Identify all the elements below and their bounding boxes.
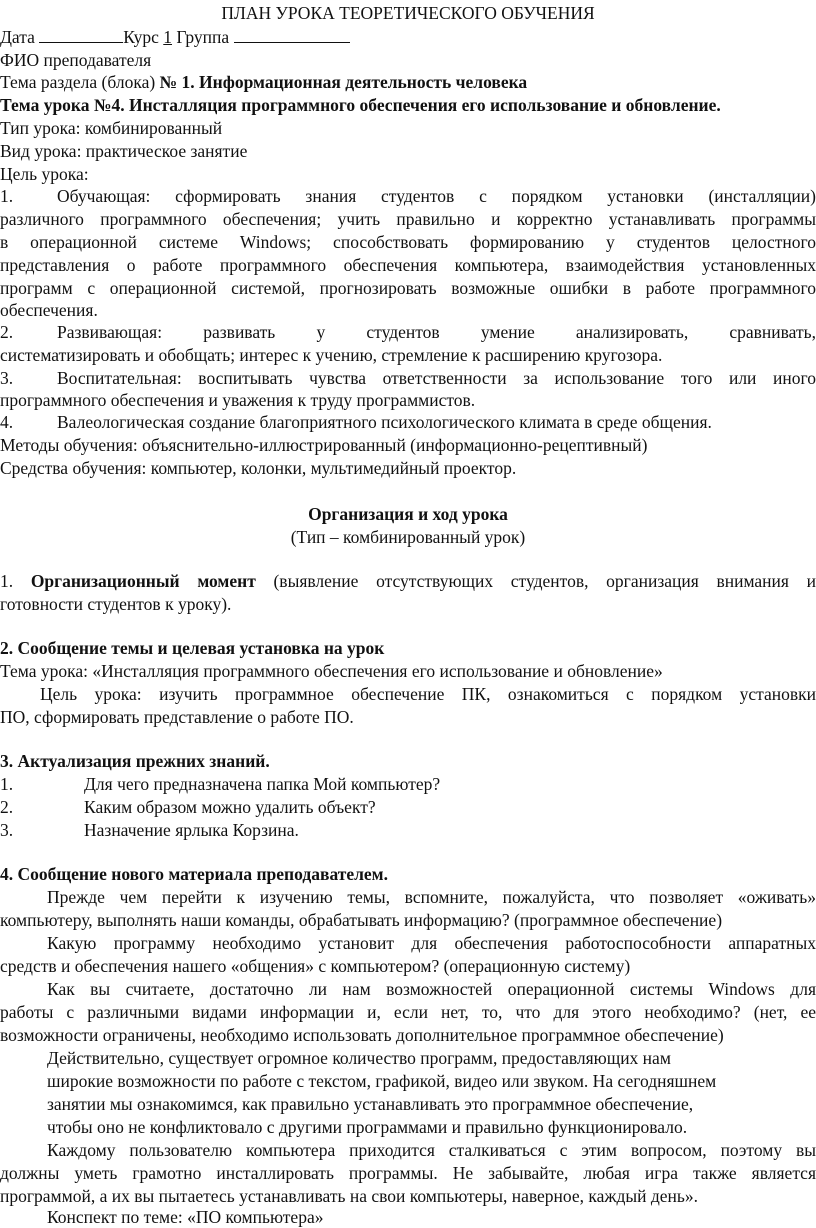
question-text: Для чего предназначена папка Мой компьютер? (84, 774, 441, 794)
goal-1-line: программ с операционной системой, прогнозировать возможные ошибки в работе программного (0, 278, 816, 298)
goal-4-text: Валеологическая создание благоприятного психологического климата в среде общения. (57, 412, 712, 432)
section-title: Информационная деятельность человека (199, 72, 528, 92)
step-4-heading: 4. Сообщение нового материала преподавателем. (0, 864, 388, 884)
step-2-topic: Тема урока: «Инсталляция программного обеспечения его использование и обновление» (0, 661, 663, 681)
question-number: 3. (0, 820, 14, 840)
step-1-heading: Организационный момент (30, 571, 256, 591)
lesson-topic: Тема урока №4. Инсталляция программного обеспечения его использование и обновление. (0, 95, 721, 115)
group-label: Группа (176, 27, 230, 47)
step-2-goal-line: Цель урока: изучить программное обеспечение ПК, ознакомиться с порядком установки (40, 684, 816, 704)
goal-2-number: 2. (0, 322, 14, 342)
question-text: Каким образом можно удалить объект? (84, 797, 376, 817)
goal-3-number: 3. (0, 368, 14, 388)
goal-1-line: различного программного обеспечения; учить правильно и корректно устанавливать программы (0, 209, 816, 229)
date-label: Дата (0, 27, 35, 47)
goal-1-line: в операционной системе Windows; способствовать формированию у студентов целостного (0, 232, 816, 252)
paragraph-line: Как вы считаете, достаточно ли нам возможностей операционной системы Windows для (47, 979, 816, 999)
section-number: № 1. (159, 72, 195, 92)
step-2-goal-line: ПО, сформировать представление о работе ПО. (0, 707, 354, 727)
summary-line: Конспект по теме: «ПО компьютера» (47, 1207, 324, 1227)
course-value: 1 (163, 27, 173, 47)
step-1-second-line: готовности студентов к уроку). (0, 594, 232, 614)
step-3-heading: 3. Актуализация прежних знаний. (0, 751, 270, 771)
paragraph-line: Какую программу необходимо установит для обеспечения работоспособности аппаратных (47, 933, 816, 953)
paragraph-line: Действительно, существует огромное количество программ, предоставляющих нам (47, 1048, 671, 1068)
paragraph-line: компьютеру, выполнять наши команды, обрабатывать информацию? (программное обеспечение) (0, 910, 723, 930)
question-number: 1. (0, 774, 14, 794)
date-blank (39, 26, 123, 43)
lesson-kind: Вид урока: практическое занятие (0, 141, 248, 161)
step-1-text: (выявление отсутствующих студентов, организация внимания и (255, 571, 816, 591)
goal-2-text: Развивающая: развивать у студентов умение анализировать, сравнивать, (57, 322, 816, 342)
goal-1-text: Обучающая: сформировать знания студентов с порядком установки (инсталляции) (57, 186, 816, 206)
step-1-first-line (0, 570, 816, 592)
goal-3-last-line: программного обеспечения и уважения к труду программистов. (0, 390, 476, 410)
goal-4-number: 4. (0, 412, 14, 432)
paragraph-line: должны уметь грамотно инсталлировать программы. Не забывайте, любая игра также является (0, 1163, 816, 1183)
step-2-heading: 2. Сообщение темы и целевая установка на урок (0, 638, 385, 658)
teacher-label: ФИО преподавателя (0, 50, 152, 70)
section-line (0, 71, 816, 93)
question-text: Назначение ярлыка Корзина. (84, 820, 299, 840)
goal-3-text: Воспитательная: воспитывать чувства ответственности за использование того или иного (57, 368, 816, 388)
course-label: Курс (123, 27, 159, 47)
goal-label: Цель урока: (0, 164, 89, 184)
step-1-number: 1. (0, 571, 14, 591)
organization-subheading: (Тип – комбинированный урок) (290, 527, 526, 547)
teaching-methods: Методы обучения: объяснительно-иллюстрированный (информационно-рецептивный) (0, 435, 648, 455)
paragraph-line: работы с различными видами информации и, если нет, то, что для этого необходимо? (нет, ее (0, 1002, 816, 1022)
paragraph-line: Каждому пользователю компьютера приходится сталкиваться с этим вопросом, поэтому вы (47, 1140, 816, 1160)
goal-2-last-line: систематизировать и обобщать; интерес к учению, стремление к расширению кругозора. (0, 345, 663, 365)
paragraph-line: занятии мы ознакомимся, как правильно устанавливать это программное обеспечение, (47, 1094, 694, 1114)
paragraph-line: возможности ограничены, необходимо использовать дополнительное программное обеспечение) (0, 1025, 724, 1045)
paragraph-line: средств и обеспечения нашего «общения» с компьютером? (операционную систему) (0, 956, 631, 976)
group-blank (234, 26, 350, 43)
goal-1-line: представления о работе программного обеспечения компьютера, взаимодействия установленных (0, 255, 816, 275)
question-number: 2. (0, 797, 14, 817)
goal-1-last-line: обеспечения. (0, 300, 98, 320)
paragraph-line: чтобы оно не конфликтовало с другими программами и правильно функционировало. (47, 1117, 688, 1137)
section-label: Тема раздела (блока) (0, 72, 156, 92)
organization-heading: Организация и ход урока (308, 504, 508, 524)
date-course-group-line (0, 26, 816, 48)
page-title: ПЛАН УРОКА ТЕОРЕТИЧЕСКОГО ОБУЧЕНИЯ (221, 3, 595, 23)
goal-1-number: 1. (0, 186, 14, 206)
lesson-type: Тип урока: комбинированный (0, 118, 223, 138)
paragraph-line: программой, а их вы пытаетесь устанавливать на свои компьютеры, наверное, каждый день». (0, 1186, 699, 1206)
paragraph-line: Прежде чем перейти к изучению темы, вспомните, пожалуйста, что позволяет «оживать» (47, 887, 816, 907)
paragraph-line: широкие возможности по работе с текстом, графикой, видео или звуком. На сегодняшнем (47, 1071, 717, 1091)
teaching-tools: Средства обучения: компьютер, колонки, мультимедийный проектор. (0, 458, 517, 478)
